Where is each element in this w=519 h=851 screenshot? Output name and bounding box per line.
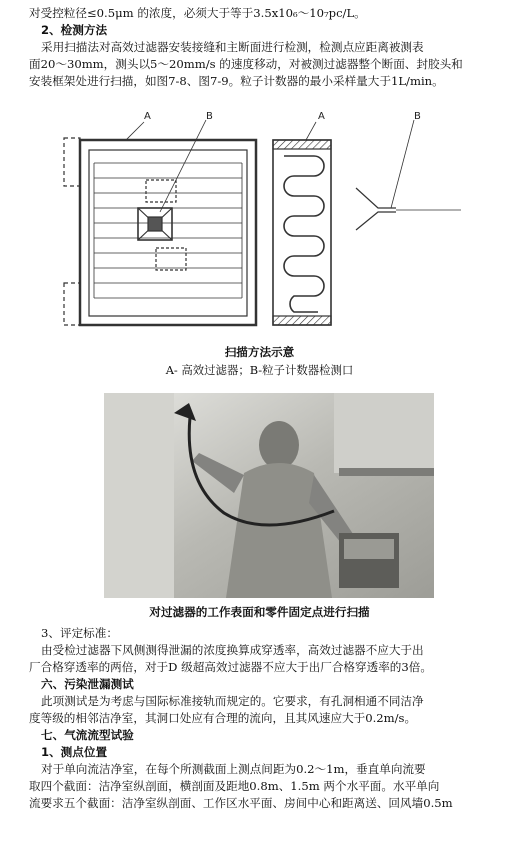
subheading-measure-points: 1、测点位置 [41,745,108,759]
figure-title: 扫描方法示意 [224,345,295,359]
text-line: 此项测试是为考虑与国际标准接轨而规定的。它要求，有孔洞相通不同洁净 [41,694,424,708]
figure-legend: A- 高效过滤器；B-粒子计数器检测口 [165,363,354,377]
diagram-label-a: A [144,111,151,122]
text-line: 面20～30mm，测头以5～20mm/s 的速度移动，对被测过滤器整个断面、封胶头和 [29,57,463,71]
text-line: 由受检过滤器下风侧测得泄漏的浓度换算成穿透率，高效过滤器不应大于出 [41,643,424,657]
subheading-detection-method: 2、检测方法 [41,23,108,37]
text-line: 度等级的相邻洁净室，其洞口处应有合理的流向，且其风速应大于0.2m/s。 [29,711,417,725]
section-heading-leakage: 六、污染泄漏测试 [41,677,134,691]
text-line: 厂合格穿透率的两倍，对于D 级超高效过滤器不应大于出厂合格穿透率的3倍。 [29,660,432,674]
text-line: 对于单向流洁净室，在每个所测截面上测点间距为0.2～1m，垂直单向流要 [41,762,426,776]
scan-method-diagram [56,108,476,338]
diagram-label-a: A [318,111,325,122]
diagram-label-b: B [206,111,213,122]
text-line: 流要求五个截面：洁净室纵剖面、工作区水平面、房间中心和距离送、回风墙0.5m [29,796,453,810]
photo-caption: 对过滤器的工作表面和零件固定点进行扫描 [149,605,370,619]
scanning-photo [104,393,434,598]
diagram-label-b: B [414,111,421,122]
subheading-evaluation: 3、评定标准： [41,626,118,640]
text-line: 取四个截面：洁净室纵剖面，横剖面及距地0.8m、1.5m 两个水平面。水平单向 [29,779,440,793]
text-line: 安装框架处进行扫描，如图7-8、图7-9。粒子计数器的最小采样量大于1L/min。 [29,74,444,88]
text-line: 采用扫描法对高效过滤器安装接缝和主断面进行检测，检测点应距离被测表 [41,40,424,54]
text-line: 对受控粒径≤0.5μm 的浓度，必须大于等于3.5x10₆～10₇pc/L。 [29,6,366,20]
section-heading-airflow: 七、气流流型试验 [41,728,134,742]
